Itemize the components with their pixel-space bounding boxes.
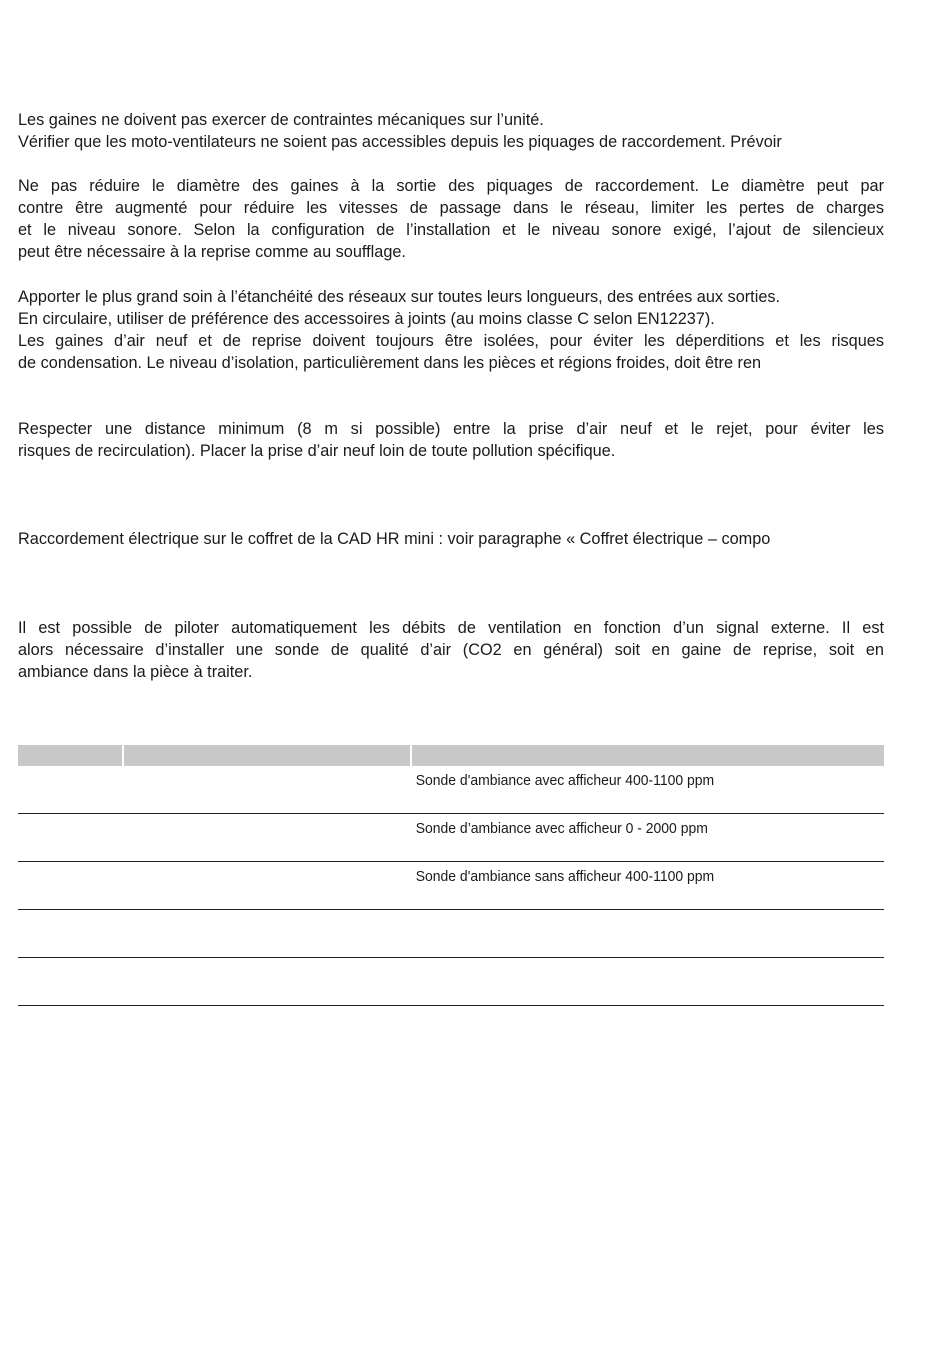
- table-header-cell: [18, 745, 122, 766]
- table-row: [18, 766, 884, 814]
- text-line: Raccordement électrique sur le coffret de la CAD HR mini : voir paragraphe « Coffret électrique – compo: [18, 530, 771, 548]
- paragraph-duct-diameter: [18, 175, 884, 263]
- paragraph-fresh-air-intake: [18, 418, 884, 462]
- text-line: contre être augmenté pour réduire les vitesses de passage dans le réseau, limiter les pertes de charges: [18, 199, 884, 217]
- table-cell: [124, 814, 412, 861]
- table-cell-description: Sonde d'ambiance avec afficheur 400-1100 ppm: [415, 772, 715, 789]
- table-header-cell: [124, 745, 410, 766]
- table-row: [18, 862, 884, 910]
- table-row: [18, 958, 884, 1006]
- table-cell-description: [412, 958, 851, 1005]
- text-line: alors nécessaire d’installer une sonde de qualité d’air (CO2 en général) soit en gaine de reprise, soit en: [18, 641, 884, 659]
- table-cell-description: Sonde d’ambiance avec afficheur 0 - 2000 ppm: [415, 820, 708, 837]
- paragraph-air-quality-control: [18, 617, 884, 683]
- table-cell-description: Sonde d'ambiance sans afficheur 400-1100 ppm: [415, 868, 715, 885]
- table-cell-description: [412, 910, 851, 957]
- paragraph-airtightness: [18, 286, 884, 374]
- table-header: [18, 745, 884, 766]
- table-cell: [18, 862, 124, 909]
- text-line: ambiance dans la pièce à traiter.: [18, 663, 253, 681]
- text-line: Ne pas réduire le diamètre des gaines à la sortie des piquages de raccordement. Le diamètre peut par: [18, 177, 884, 195]
- table-cell: [18, 958, 124, 1005]
- text-line: risques de recirculation). Placer la prise d’air neuf loin de toute pollution spécifique.: [18, 442, 616, 460]
- text-line: En circulaire, utiliser de préférence des accessoires à joints (au moins classe C selon EN12237).: [18, 310, 715, 328]
- table-cell: [124, 910, 412, 957]
- text-line: Il est possible de piloter automatiquement les débits de ventilation en fonction d’un signal externe. Il est: [18, 619, 884, 637]
- text-line: peut être nécessaire à la reprise comme au soufflage.: [18, 243, 406, 261]
- table-row: [18, 910, 884, 958]
- table-cell: [18, 910, 124, 957]
- table-cell: [124, 958, 412, 1005]
- table-row: [18, 814, 884, 862]
- table-header-cell: [412, 745, 884, 766]
- text-line: et le niveau sonore. Selon la configuration de l’installation et le niveau sonore exigé, l’ajout de silencieux: [18, 221, 884, 239]
- text-line: Les gaines d’air neuf et de reprise doivent toujours être isolées, pour éviter les déperditions et les risques: [18, 332, 884, 350]
- table-cell: [124, 862, 412, 909]
- paragraph-ducts-constraints: [18, 109, 884, 153]
- text-line: Respecter une distance minimum (8 m si possible) entre la prise d’air neuf et le rejet, pour éviter les: [18, 420, 884, 438]
- text-line: de condensation. Le niveau d’isolation, particulièrement dans les pièces et régions froides, doit être ren: [18, 354, 762, 372]
- table-cell: [18, 766, 124, 813]
- text-line: Apporter le plus grand soin à l’étanchéité des réseaux sur toutes leurs longueurs, des entrées aux sorties.: [18, 288, 781, 306]
- table-cell: [124, 766, 412, 813]
- sensor-table: [18, 745, 884, 1006]
- paragraph-electrical-connection: [18, 528, 884, 550]
- table-cell: [18, 814, 124, 861]
- text-line: Vérifier que les moto-ventilateurs ne soient pas accessibles depuis les piquages de raccordement. Prévoir: [18, 133, 782, 151]
- text-line: Les gaines ne doivent pas exercer de contraintes mécaniques sur l’unité.: [18, 111, 544, 129]
